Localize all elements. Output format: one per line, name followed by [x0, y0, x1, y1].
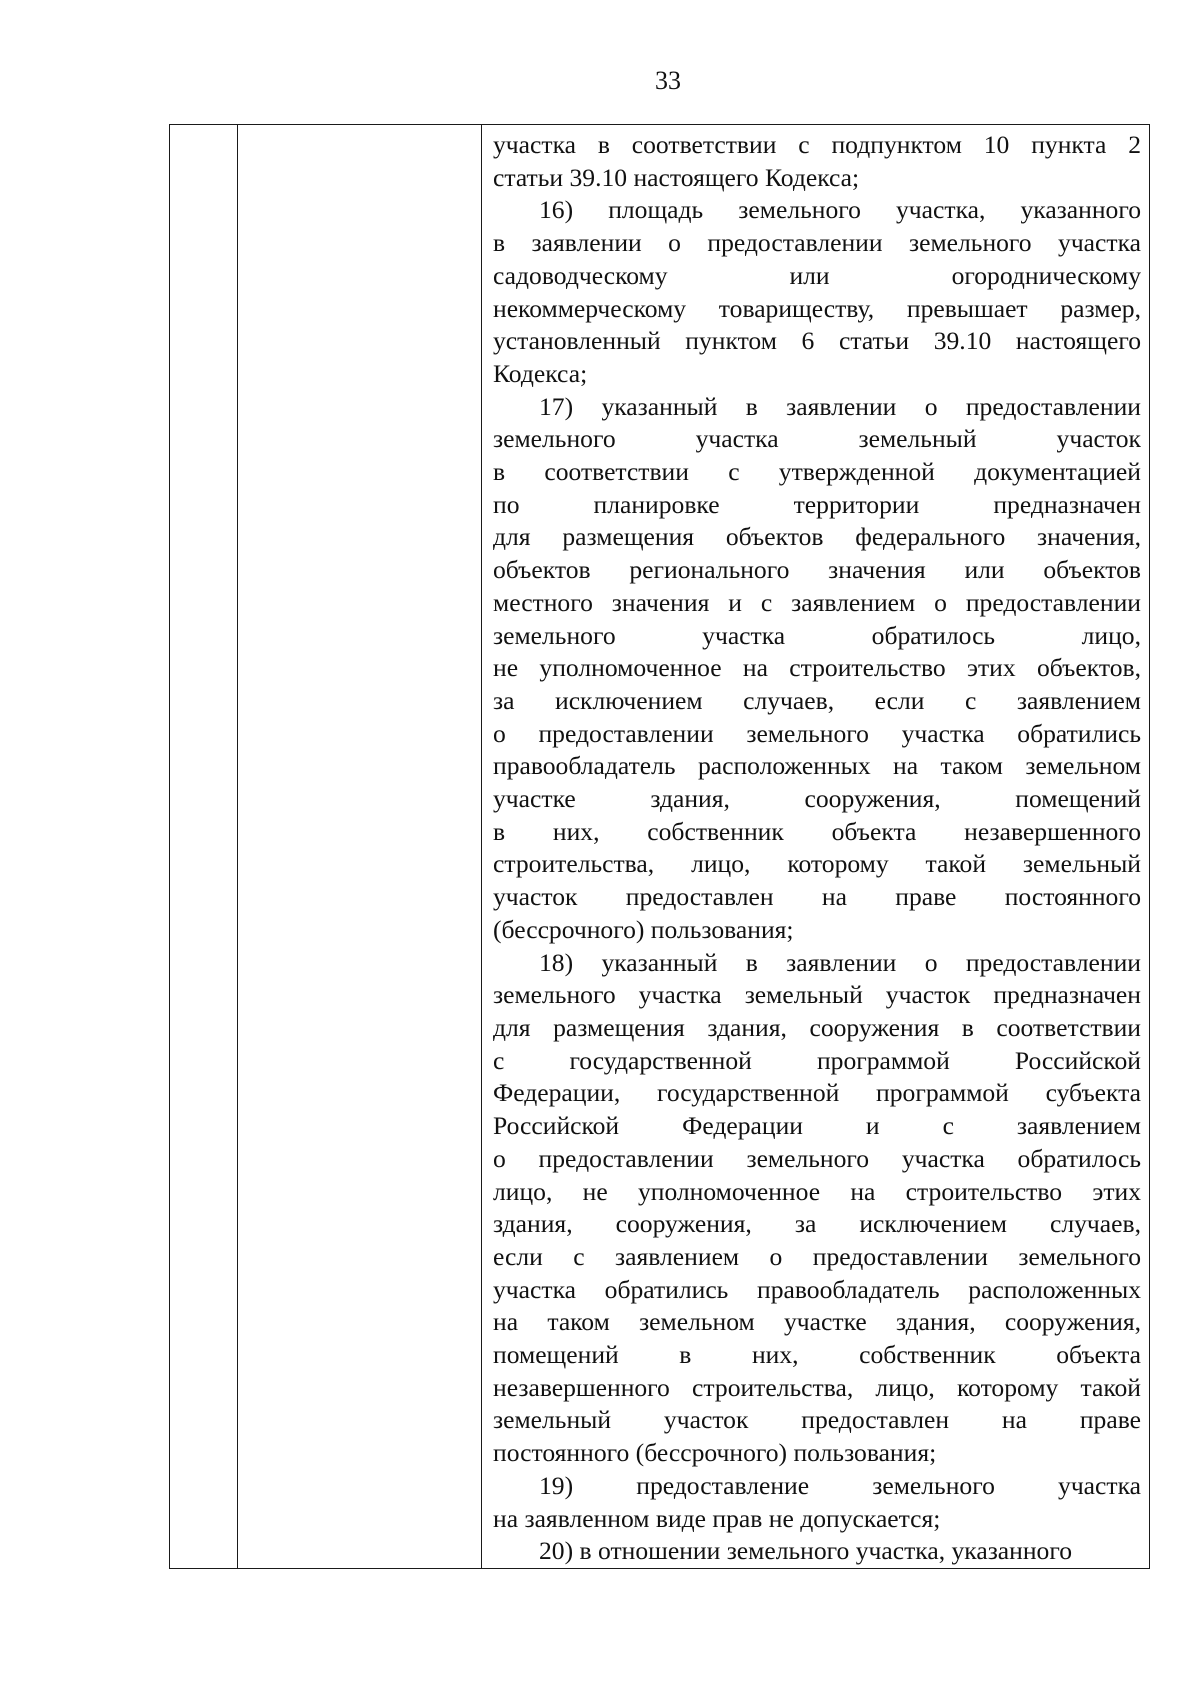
text-line: за исключением случаев, если с заявлением [493, 685, 1141, 715]
text-line: для размещения объектов федерального значения, [493, 522, 1141, 552]
paragraph [493, 1535, 1141, 1568]
text-line: местного значения и с заявлением о предоставлении [493, 587, 1141, 617]
text-line: здания, сооружения, за исключением случаев, [493, 1209, 1141, 1239]
text-line: с государственной программой Российской [493, 1045, 1141, 1075]
page-number: 33 [655, 66, 681, 95]
text-line: лицо, не уполномоченное на строительство этих [493, 1176, 1141, 1206]
text-line: 20) в отношении земельного участка, указанного [539, 1536, 1073, 1566]
text-line: для размещения здания, сооружения в соответствии [493, 1012, 1141, 1042]
text-line: в заявлении о предоставлении земельного участка [493, 228, 1141, 258]
text-line: земельного участка земельный участок [493, 424, 1141, 454]
text-line: Российской Федерации и с заявлением [493, 1111, 1141, 1141]
document-table [169, 124, 1150, 1569]
text-line: если с заявлением о предоставлении земельного [493, 1241, 1141, 1271]
paragraph [493, 194, 1141, 390]
text-line: правообладатель расположенных на таком земельном [493, 751, 1141, 781]
text-line: Федерации, государственной программой субъекта [493, 1078, 1141, 1108]
text-line: статьи 39.10 настоящего Кодекса; [493, 162, 860, 192]
text-line: на таком земельном участке здания, сооружения, [493, 1307, 1141, 1337]
text-line: 16) площадь земельного участка, указанного [539, 195, 1141, 225]
text-line: участка обратились правообладатель расположенных [493, 1274, 1141, 1304]
text-line: не уполномоченное на строительство этих объектов, [493, 653, 1141, 683]
text-line: участке здания, сооружения, помещений [493, 784, 1141, 814]
text-line: (бессрочного) пользования; [493, 914, 794, 944]
text-line: 19) предоставление земельного участка [539, 1470, 1141, 1500]
text-line: в соответствии с утвержденной документацией [493, 457, 1141, 487]
text-line: строительства, лицо, которому такой земельный [493, 849, 1141, 879]
text-line: установленный пунктом 6 статьи 39.10 настоящего [493, 326, 1141, 356]
text-line: о предоставлении земельного участка обратилось [493, 1143, 1141, 1173]
text-line: участок предоставлен на праве постоянного [493, 882, 1141, 912]
paragraph [493, 391, 1141, 947]
text-line: Кодекса; [493, 358, 588, 388]
text-line: 17) указанный в заявлении о предоставлении [539, 391, 1141, 421]
text-line: земельного участка земельный участок предназначен [493, 980, 1141, 1010]
paragraph [493, 947, 1141, 1470]
refusal-grounds-text [482, 125, 1149, 1568]
text-line: 18) указанный в заявлении о предоставлении [539, 947, 1141, 977]
paragraph [493, 129, 1141, 194]
text-line: по планировке территории предназначен [493, 489, 1141, 519]
table-cell-name [238, 125, 482, 1569]
text-line: некоммерческому товариществу, превышает размер, [493, 293, 1141, 323]
text-line: участка в соответствии с подпунктом 10 пункта 2 [493, 130, 1141, 159]
table-cell-content [482, 125, 1150, 1569]
table-row [170, 125, 1150, 1569]
text-line: садоводческому или огородническому [493, 260, 1141, 290]
text-line: в них, собственник объекта незавершенного [493, 816, 1141, 846]
text-line: земельный участок предоставлен на праве [493, 1405, 1141, 1435]
text-line: незавершенного строительства, лицо, которому такой [493, 1372, 1141, 1402]
text-line: постоянного (бессрочного) пользования; [493, 1438, 937, 1468]
text-line: объектов регионального значения или объектов [493, 555, 1141, 585]
text-line: земельного участка обратилось лицо, [493, 620, 1141, 650]
text-line: о предоставлении земельного участка обратились [493, 718, 1141, 748]
paragraph [493, 1470, 1141, 1535]
text-line: на заявленном виде прав не допускается; [493, 1503, 941, 1533]
table-cell-number [170, 125, 238, 1569]
text-line: помещений в них, собственник объекта [493, 1340, 1141, 1370]
